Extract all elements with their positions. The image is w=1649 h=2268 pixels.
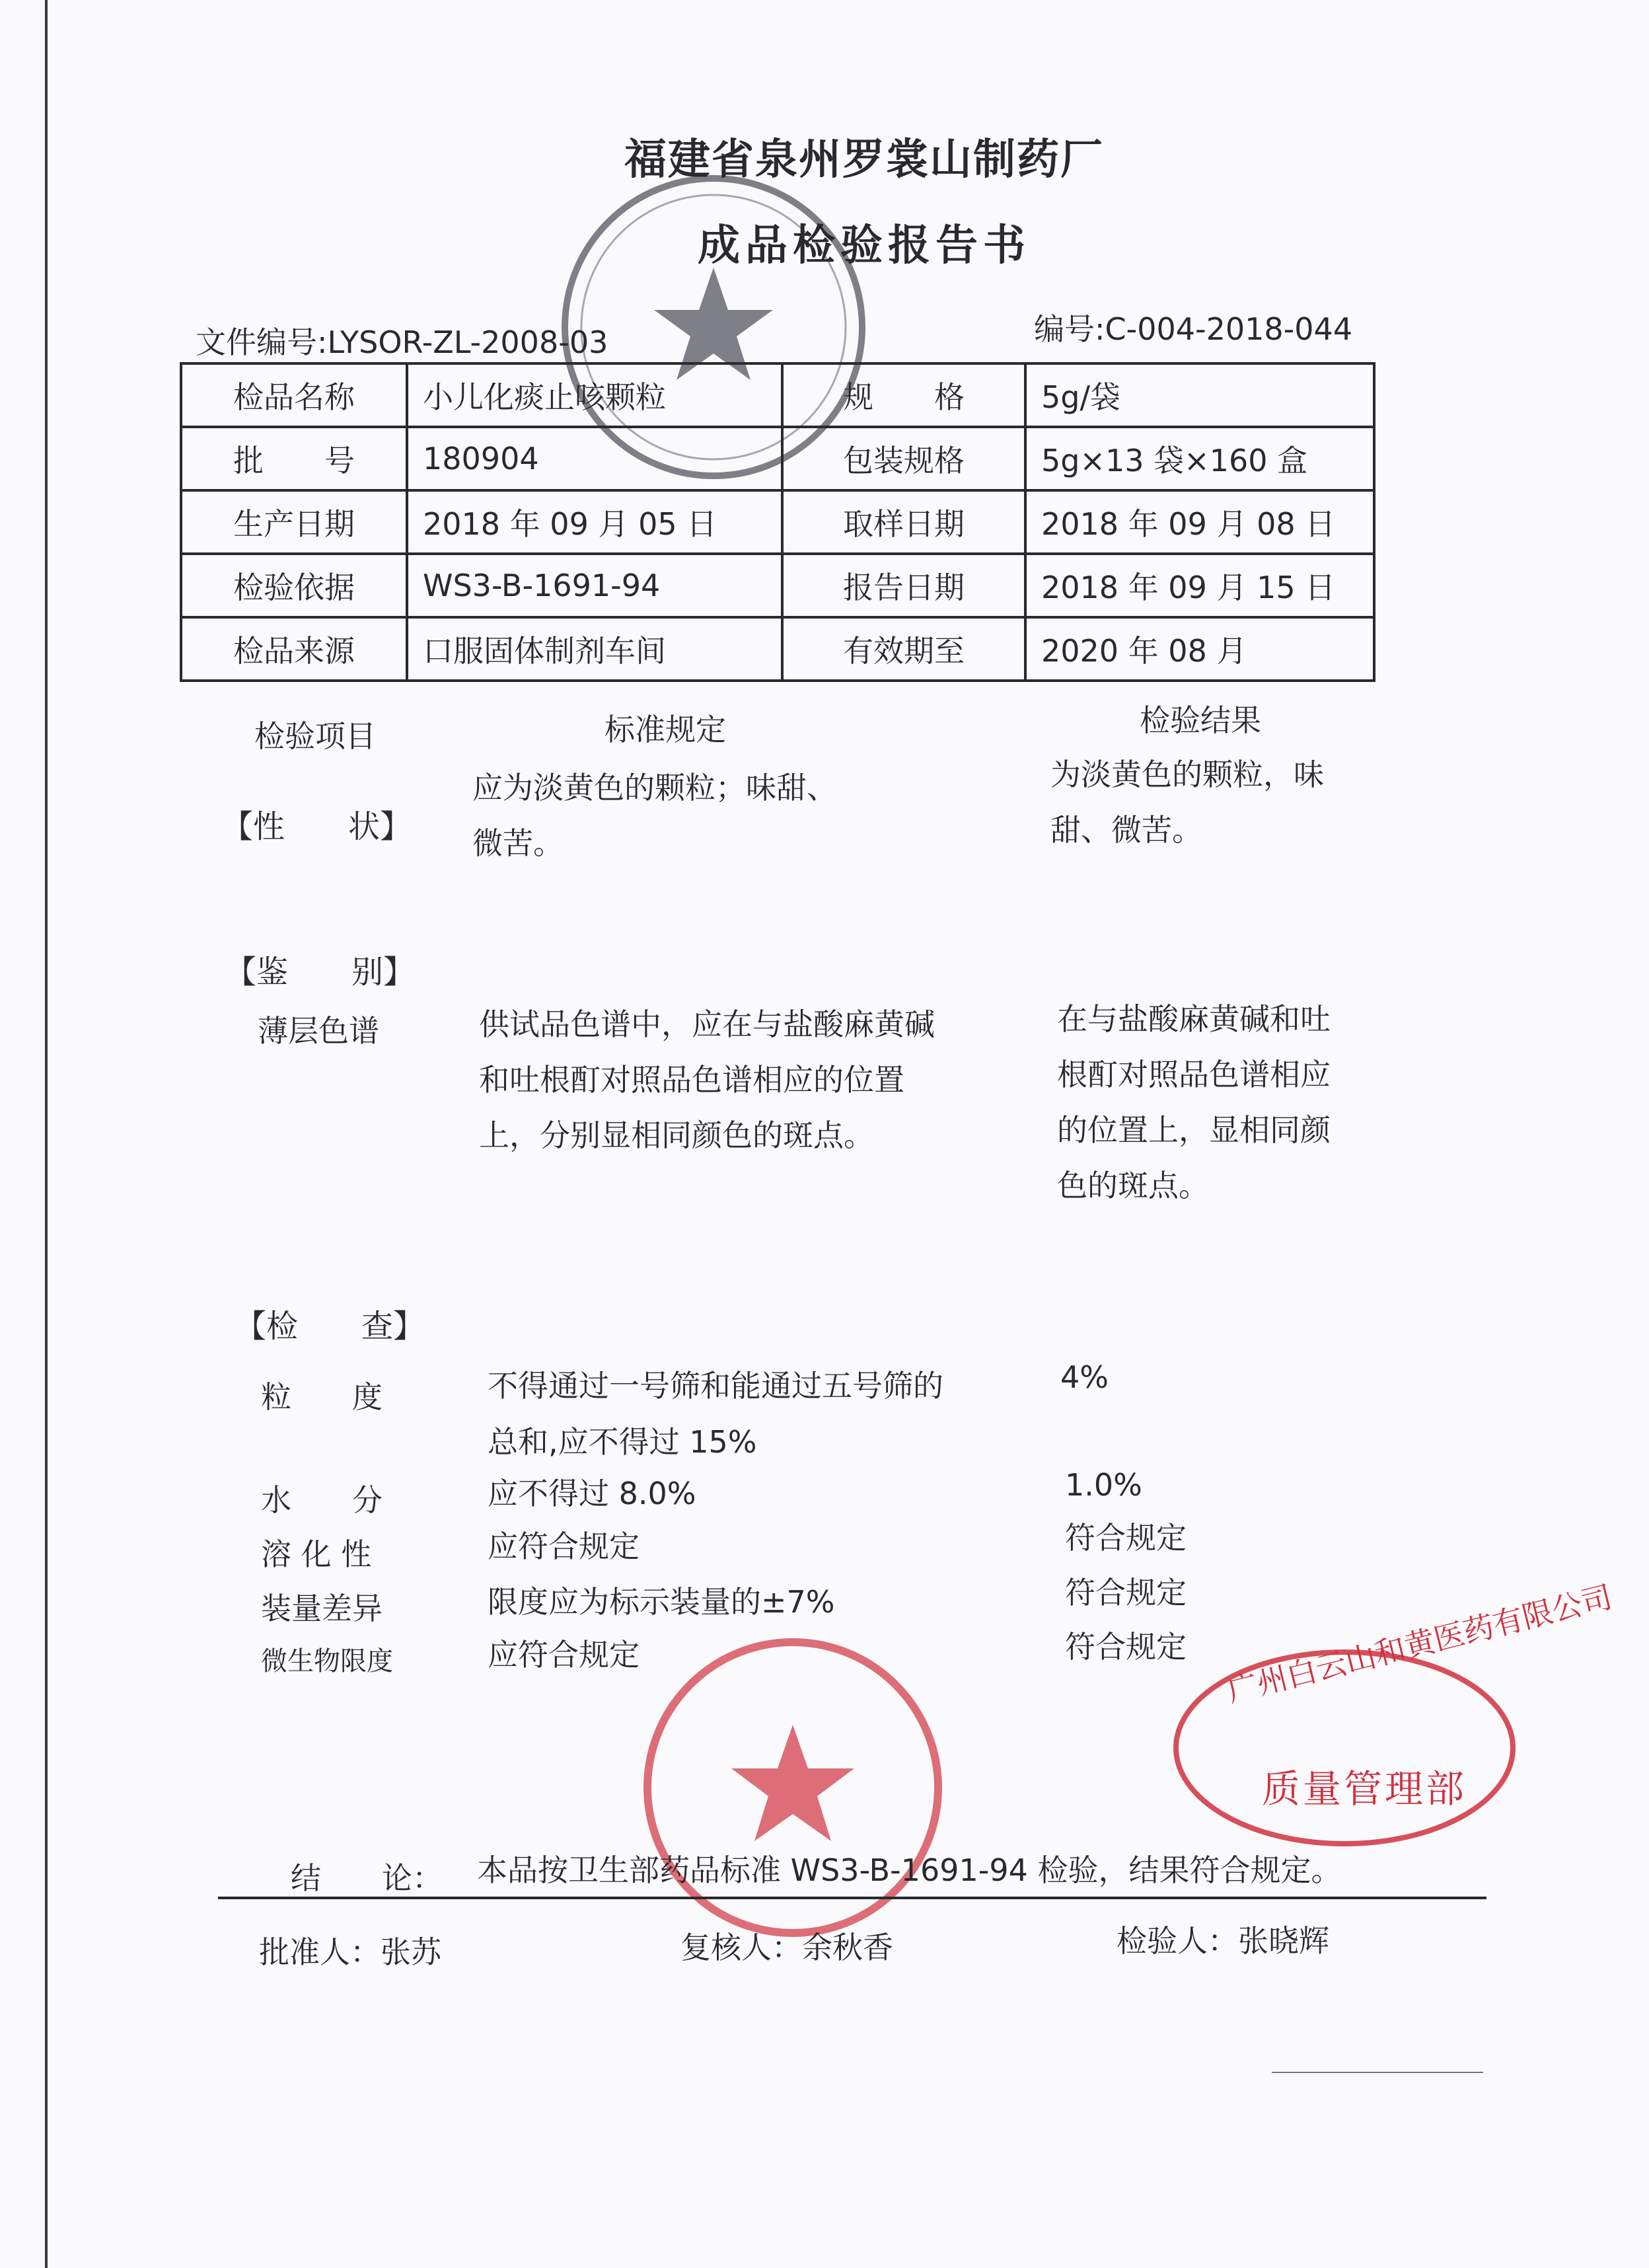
seal-company-text: 广州白云山和黄医药有限公司 bbox=[1224, 1579, 1616, 1710]
approver: 批准人：张苏 bbox=[259, 1934, 441, 1970]
value-cell: WS3-B-1691-94 bbox=[407, 554, 782, 617]
table-row bbox=[181, 363, 1374, 427]
standard-line: 不得通过一号筛和能通过五号筛的 bbox=[488, 1368, 943, 1404]
value-cell: 小儿化痰止咳颗粒 bbox=[407, 363, 782, 427]
result-line: 在与盐酸麻黄碱和吐 bbox=[1057, 1001, 1331, 1037]
conclusion-text: 本品按卫生部药品标准 WS3-B-1691-94 检验，结果符合规定。 bbox=[477, 1852, 1342, 1888]
result-value: 符合规定 bbox=[1065, 1520, 1187, 1556]
result-line: 色的斑点。 bbox=[1057, 1168, 1209, 1203]
report-number: 编号:C-004-2018-044 bbox=[1034, 311, 1353, 347]
column-standard: 标准规定 bbox=[605, 712, 726, 747]
conclusion-label: 结 论： bbox=[291, 1860, 443, 1896]
value-cell: 2020 年 08 月 bbox=[1025, 617, 1374, 681]
column-result: 检验结果 bbox=[1140, 702, 1261, 738]
file-number: 文件编号:LYSOR-ZL-2008-03 bbox=[196, 324, 608, 360]
inspect-item: 溶 化 性 bbox=[261, 1536, 372, 1572]
company-name: 福建省泉州罗裳山制药厂 bbox=[624, 135, 1104, 184]
section-inspect: 【检 查】 bbox=[235, 1308, 425, 1345]
table-row bbox=[181, 490, 1374, 554]
section-traits: 【性 状】 bbox=[221, 808, 412, 845]
label-cell: 包装规格 bbox=[782, 427, 1025, 490]
standard-line: 应符合规定 bbox=[488, 1637, 640, 1673]
result-line: 为淡黄色的颗粒，味 bbox=[1050, 757, 1324, 792]
bottom-short-rule bbox=[1272, 2072, 1483, 2073]
standard-line: 总和,应不得过 15% bbox=[488, 1424, 757, 1460]
value-cell: 180904 bbox=[407, 427, 782, 490]
label-cell: 批 号 bbox=[181, 427, 407, 490]
standard-line: 上，分别显相同颜色的斑点。 bbox=[479, 1117, 874, 1153]
standard-line: 供试品色谱中，应在与盐酸麻黄碱 bbox=[479, 1006, 935, 1042]
inspector: 检验人：张晓辉 bbox=[1117, 1923, 1329, 1959]
value-cell: 5g×13 袋×160 盒 bbox=[1025, 427, 1374, 490]
column-item: 检验项目 bbox=[254, 718, 376, 754]
value-cell: 2018 年 09 月 15 日 bbox=[1025, 554, 1374, 617]
label-cell: 报告日期 bbox=[782, 554, 1025, 617]
value-cell: 2018 年 09 月 05 日 bbox=[407, 490, 782, 554]
reviewer: 复核人：余秋香 bbox=[680, 1930, 893, 1965]
inspect-item: 装量差异 bbox=[261, 1591, 383, 1626]
product-info-table bbox=[180, 362, 1375, 682]
standard-line: 应为淡黄色的颗粒；味甜、 bbox=[472, 770, 837, 806]
seal-department-text: 质量管理部 bbox=[1262, 1766, 1467, 1811]
label-cell: 规 格 bbox=[782, 363, 1025, 427]
label-cell: 检品来源 bbox=[181, 617, 407, 681]
signature-divider bbox=[218, 1897, 1486, 1899]
value-cell: 口服固体制剂车间 bbox=[407, 617, 782, 681]
label-cell: 取样日期 bbox=[782, 490, 1025, 554]
standard-line: 应不得过 8.0% bbox=[488, 1476, 696, 1511]
table-row bbox=[181, 617, 1374, 681]
inspect-item: 粒 度 bbox=[261, 1379, 383, 1415]
result-line: 甜、微苦。 bbox=[1050, 812, 1202, 848]
label-cell: 检品名称 bbox=[181, 363, 407, 427]
value-cell: 5g/袋 bbox=[1025, 363, 1374, 427]
inspect-item: 水 分 bbox=[261, 1482, 383, 1518]
section-identify: 【鉴 别】 bbox=[225, 954, 416, 991]
table-row bbox=[181, 554, 1374, 617]
result-value: 符合规定 bbox=[1065, 1629, 1187, 1665]
result-line: 根酊对照品色谱相应 bbox=[1057, 1057, 1331, 1092]
standard-line: 限度应为标示装量的±7% bbox=[488, 1584, 835, 1620]
standard-line: 应符合规定 bbox=[488, 1529, 640, 1564]
value-cell: 2018 年 09 月 08 日 bbox=[1025, 490, 1374, 554]
result-line: 的位置上，显相同颜 bbox=[1057, 1112, 1331, 1148]
label-cell: 有效期至 bbox=[782, 617, 1025, 681]
table-row bbox=[181, 427, 1374, 490]
report-title: 成品检验报告书 bbox=[698, 221, 1031, 270]
result-value: 4% bbox=[1060, 1359, 1109, 1395]
page-left-border bbox=[45, 0, 48, 2268]
label-cell: 生产日期 bbox=[181, 490, 407, 554]
label-cell: 检验依据 bbox=[181, 554, 407, 617]
inspect-item: 微生物限度 bbox=[261, 1646, 393, 1677]
standard-line: 和吐根酊对照品色谱相应的位置 bbox=[479, 1062, 904, 1098]
result-value: 1.0% bbox=[1065, 1467, 1142, 1503]
identify-item: 薄层色谱 bbox=[258, 1013, 379, 1049]
result-value: 符合规定 bbox=[1065, 1575, 1187, 1610]
standard-line: 微苦。 bbox=[472, 825, 564, 861]
